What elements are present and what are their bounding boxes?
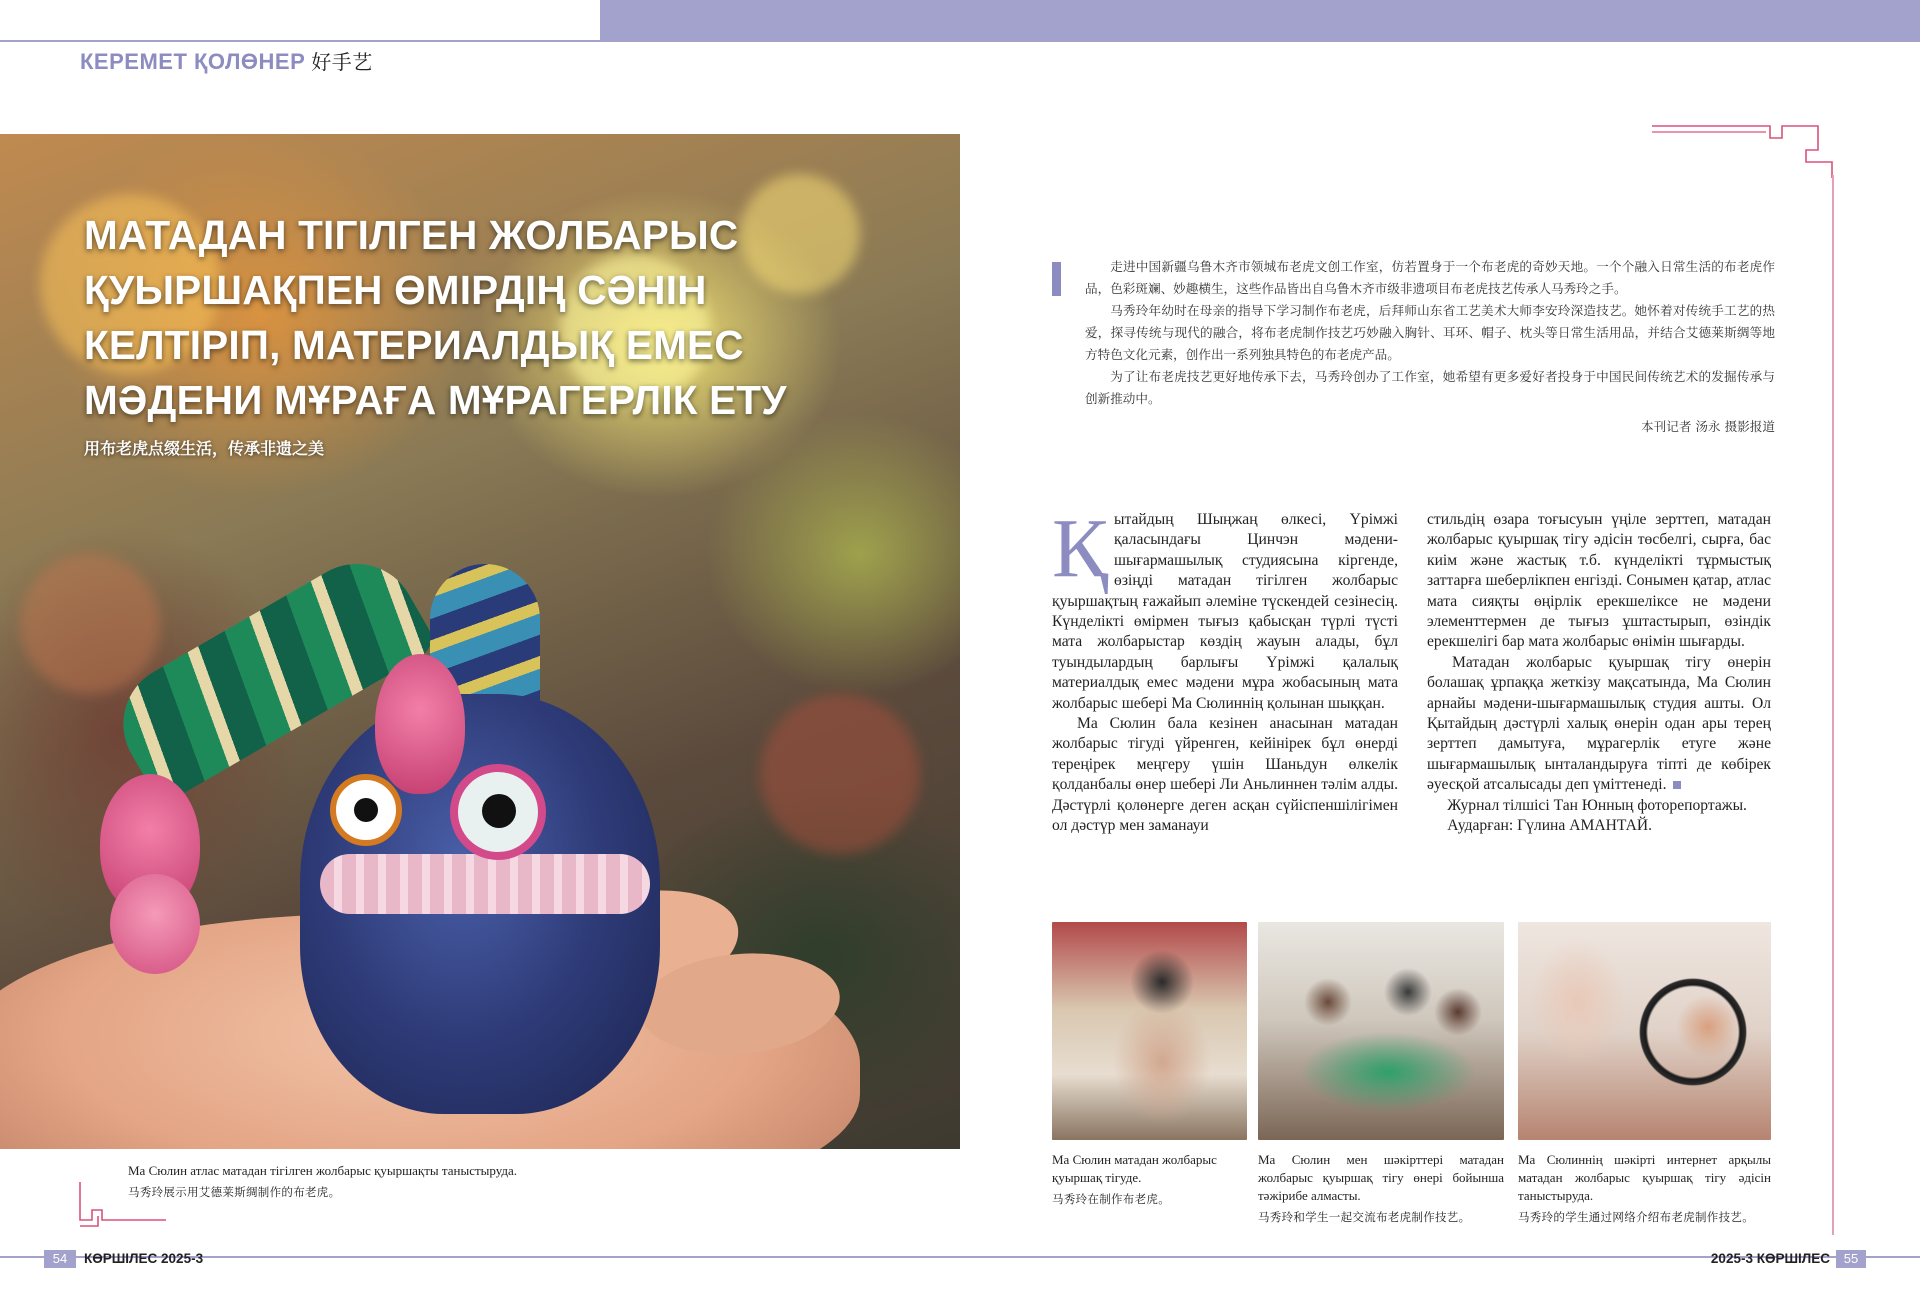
body-column-2 bbox=[1427, 510, 1771, 837]
gallery-caption-zh: 马秀玲在制作布老虎。 bbox=[1052, 1192, 1170, 1206]
hero-caption bbox=[128, 1162, 948, 1201]
body-text: ытайдың Шыңжаң өлкесі, Үрімжі қаласындағы Цинчэн мәдени-шығармашылық студиясына кіргенде, өзіңді матадан тігілген жолбарыс қуыршақтың ғажайып әлеміне түскендей сезінесің. Күнделікті өмірмен тығыз қабысқан түрлі түсті мата жолбарыстар көздің жауын алады, бұл туындылардың барлығы Үрімжі қалалық материалдық емес мәдени мұра жобасының мата жолбарыс шебері Ма Сюлиннің қолынан шыққан. bbox=[1052, 511, 1398, 712]
pink-tassel bbox=[375, 654, 465, 794]
section-title bbox=[80, 46, 373, 75]
body-text: Матадан жолбарыс қуыршақ тігу өнерін болашақ ұрпаққа жеткізу мақсатында, Ма Сюлин арнайы мәдени-шығармашылық студия ашты. Ол Қытайдың дәстүрлі халық өнерін одан ары терең зерттеп дамытуға, мұрагерлік етуге және шығармашылық ынталандыруға тіпті де көбірек әуесқой атсалысады деп үміттенеді. bbox=[1427, 653, 1771, 794]
gallery-photo-3 bbox=[1518, 922, 1771, 1140]
body-column-1 bbox=[1052, 502, 1398, 837]
gallery-caption-3 bbox=[1518, 1151, 1771, 1226]
end-mark-icon bbox=[1673, 781, 1681, 789]
gallery-caption-2 bbox=[1258, 1151, 1504, 1226]
section-title-kz: КЕРЕМЕТ ҚОЛӨНЕР bbox=[80, 49, 306, 74]
top-rule bbox=[0, 40, 600, 42]
gallery-caption-kz: Ма Сюлин матадан жолбарыс қуыршақ тігуде. bbox=[1052, 1152, 1217, 1185]
hero-photo bbox=[0, 134, 960, 1149]
top-color-bar bbox=[600, 0, 1920, 42]
fret-ornament-right bbox=[1650, 122, 1840, 212]
pink-tassel bbox=[110, 874, 200, 974]
intro-accent-bar bbox=[1052, 262, 1061, 296]
page-number-right: 55 bbox=[1836, 1250, 1866, 1268]
photo-credit: Журнал тілшісі Тан Юнның фоторепортажы. bbox=[1447, 796, 1747, 814]
intro-text-zh bbox=[1085, 256, 1775, 438]
magazine-issue-right: 2025-3 КӨРШІЛЕС bbox=[1710, 1251, 1830, 1266]
tiger-eye-right bbox=[450, 764, 546, 860]
translator-credit: Аударған: Гүлина АМАНТАЙ. bbox=[1447, 817, 1653, 835]
intro-paragraph: 为了让布老虎技艺更好地传承下去，马秀玲创办了工作室，她希望有更多爱好者投身于中国民间传统艺术的发掘传承与创新推动中。 bbox=[1085, 369, 1775, 406]
cloth-tiger-whiskers bbox=[320, 854, 650, 914]
gallery-caption-kz: Ма Сюлиннің шәкірті интернет арқылы матадан жолбарыс қуыршақ тігу әдісін таныстыруда. bbox=[1518, 1152, 1771, 1203]
section-title-zh: 好手艺 bbox=[311, 52, 373, 74]
gallery-caption-kz: Ма Сюлин мен шәкірттері матадан жолбарыс қуыршақ тігу өнері бойынша тәжірибе алмасты. bbox=[1258, 1152, 1504, 1203]
hero-caption-zh: 马秀玲展示用艾德莱斯绸制作的布老虎。 bbox=[128, 1185, 341, 1199]
intro-paragraph: 走进中国新疆乌鲁木齐市领城布老虎文创工作室，仿若置身于一个布老虎的奇妙天地。一个个融入日常生活的布老虎作品，色彩斑斓、妙趣横生，这些作品皆出自乌鲁木齐市级非遗项目布老虎技艺传承人马秀玲之手。 bbox=[1085, 259, 1775, 296]
magazine-issue-left: КӨРШІЛЕС 2025-3 bbox=[84, 1251, 204, 1266]
article-headline: МАТАДАН ТІГІЛГЕН ЖОЛБАРЫС ҚУЫРШАҚПЕН ӨМІРДІҢ СӘНІН КЕЛТІРІП, МАТЕРИАЛДЫҚ ЕМЕС МӘДЕНИ МҰРАҒА МҰРАГЕРЛІК ЕТУ bbox=[84, 212, 787, 423]
gallery-photo-1 bbox=[1052, 922, 1247, 1140]
body-paragraph bbox=[1052, 502, 1398, 714]
right-margin-rule bbox=[1832, 175, 1834, 1235]
body-paragraph: стильдің өзара тоғысуын үңіле зерттеп, матадан жолбарыс қуыршақ тігу әдісін төсбелгі, сырға, бас киім және жастық т.б. күнделікті тұрмыстық заттарға шеберлікпен енгізді. Сонымен қатар, атлас мата сияқты өңірлік ерекшеліксе не мәдени элементтермен де тығыз ұштастырып, өзіндік ерекшелігі бар мата жолбарыс өнімін шығарды. bbox=[1427, 511, 1771, 651]
tiger-eye-left bbox=[330, 774, 402, 846]
body-paragraph: Ма Сюлин бала кезінен анасынан матадан жолбарыс тігуді үйренген, кейінірек бұл өнерді тереңірек меңгеру үшін Шаньдун өлкелік қолданбалы өнер шебері Ли Аньлиннен тәлім алды. Дәстүрлі қолөнерге деген асқан сүйіспеншілігімен ол дәстүр мен заманауи bbox=[1052, 715, 1398, 835]
intro-byline: 本刊记者 汤永 摄影报道 bbox=[1641, 419, 1775, 434]
body-paragraph bbox=[1427, 653, 1771, 796]
drop-cap: Қ bbox=[1052, 502, 1109, 595]
gallery-photo-2 bbox=[1258, 922, 1504, 1140]
gallery-caption-zh: 马秀玲和学生一起交流布老虎制作技艺。 bbox=[1258, 1210, 1471, 1224]
hero-caption-kz: Ма Сюлин атлас матадан тігілген жолбарыс қуыршақты таныстыруда. bbox=[128, 1163, 518, 1178]
footer-rule bbox=[0, 1256, 1920, 1258]
article-subheadline: 用布老虎点缀生活，传承非遗之美 bbox=[84, 439, 325, 458]
gallery-caption-zh: 马秀玲的学生通过网络介绍布老虎制作技艺。 bbox=[1518, 1210, 1754, 1224]
page-number-left: 54 bbox=[44, 1250, 76, 1268]
intro-paragraph: 马秀玲年幼时在母亲的指导下学习制作布老虎，后拜师山东省工艺美术大师李安玲深造技艺。她怀着对传统手工艺的热爱，探寻传统与现代的融合，将布老虎制作技艺巧妙融入胸针、耳环、帽子、枕头等日常生活用品，并结合艾德莱斯绸等地方特色文化元素，创作出一系列独具特色的布老虎产品。 bbox=[1085, 303, 1775, 362]
gallery-caption-1 bbox=[1052, 1151, 1248, 1208]
